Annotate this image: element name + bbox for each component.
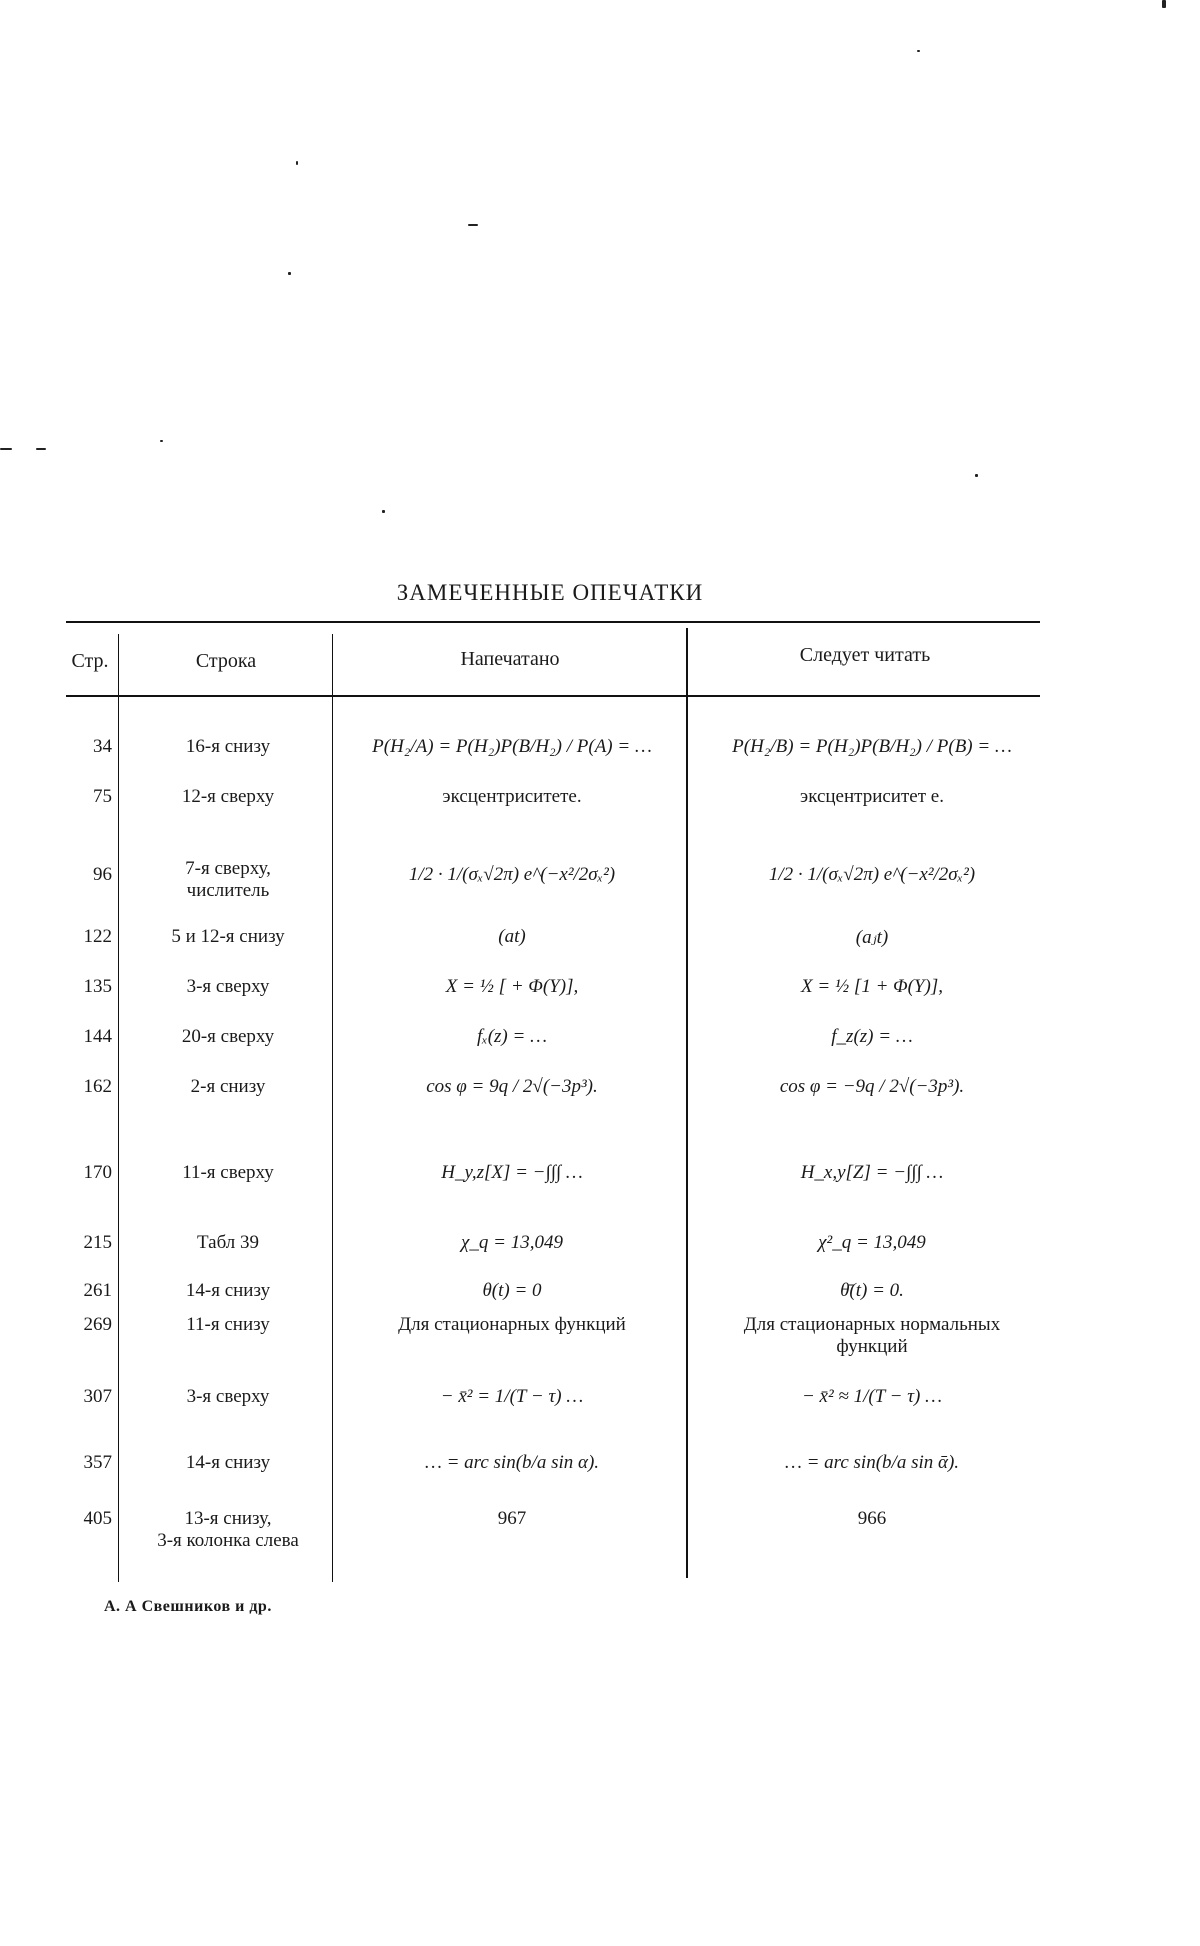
- printed-text: fₓ(z) = …: [477, 1026, 547, 1047]
- scan-speck: [36, 448, 46, 450]
- column-header-read: Следует читать: [799, 644, 931, 666]
- line-reference: [122, 1508, 334, 1552]
- line-reference: 11-я сверху: [182, 1162, 274, 1183]
- line-reference-part: 13-я снизу,: [184, 1508, 272, 1529]
- line-reference: 3-я сверху: [186, 1386, 270, 1407]
- corrected-text: 966: [857, 1508, 887, 1529]
- line-reference-part: числитель: [186, 880, 270, 901]
- footer-signature: А. А Свешников и др.: [104, 1598, 272, 1615]
- scan-speck: [160, 440, 163, 442]
- corrected-text: 1/2 · 1/(σₓ√2π) e^(−x²/2σₓ²): [768, 864, 976, 885]
- printed-text: χ_q = 13,049: [461, 1232, 563, 1253]
- line-reference-part: 3-я колонка слева: [157, 1530, 299, 1551]
- printed-text: эксцентриситете.: [442, 786, 582, 807]
- page-number: 357: [83, 1452, 112, 1473]
- printed-text: θ(t) = 0: [482, 1280, 542, 1301]
- corrected-text: X = ½ [1 + Φ(Y)],: [801, 976, 943, 997]
- scan-speck: [382, 510, 385, 513]
- printed-text: − x̄² = 1/(T − τ) …: [440, 1386, 584, 1407]
- line-reference: 2-я снизу: [190, 1076, 266, 1097]
- corrected-text: [692, 1314, 1052, 1358]
- page-number: 96: [93, 864, 112, 885]
- corrected-text-part: функций: [836, 1336, 908, 1357]
- printed-text: (at): [498, 926, 526, 947]
- line-reference: [122, 858, 334, 902]
- corrected-text: − x̄² ≈ 1/(T − τ) …: [801, 1386, 943, 1407]
- printed-text: H_y,z[X] = −∫∫∫ …: [441, 1162, 583, 1183]
- line-reference: 14-я снизу: [185, 1452, 271, 1473]
- scan-speck: [975, 474, 978, 477]
- corrected-text: cos φ = −9q / 2√(−3p³).: [779, 1076, 965, 1097]
- column-header-page: Стр.: [71, 650, 109, 672]
- line-reference: 5 и 12-я снизу: [171, 926, 285, 947]
- line-reference: 12-я сверху: [181, 786, 275, 807]
- page-title: ЗАМЕЧЕННЫЕ ОПЕЧАТКИ: [396, 580, 704, 605]
- corrected-text: эксцентриситет e.: [800, 786, 944, 807]
- column-divider: [686, 628, 688, 1578]
- page-number: 215: [83, 1232, 112, 1253]
- scan-speck: [468, 224, 478, 226]
- line-reference: 20-я сверху: [181, 1026, 275, 1047]
- page-number: 135: [83, 976, 112, 997]
- table-header-rule: [66, 695, 1040, 697]
- line-reference: 3-я сверху: [186, 976, 270, 997]
- line-reference: Табл 39: [197, 1232, 259, 1253]
- printed-text: 967: [497, 1508, 527, 1529]
- page-number: 170: [83, 1162, 112, 1183]
- printed-text: … = arc sin(b/a sin α).: [424, 1452, 600, 1473]
- column-header-printed: Напечатано: [460, 648, 560, 670]
- printed-text: cos φ = 9q / 2√(−3p³).: [426, 1076, 598, 1097]
- corrected-text: f_z(z) = …: [831, 1026, 913, 1047]
- page-number: 75: [93, 786, 112, 807]
- table-top-rule: [66, 621, 1040, 623]
- corrected-text: θ̄(t) = 0.: [840, 1280, 904, 1301]
- page-number: 144: [83, 1026, 112, 1047]
- scan-speck: [296, 161, 298, 165]
- line-reference-part: 7-я сверху,: [185, 858, 271, 879]
- line-reference: 14-я снизу: [185, 1280, 271, 1301]
- corrected-text: χ²_q = 13,049: [818, 1232, 926, 1253]
- column-divider: [332, 634, 333, 1582]
- page-number: 307: [83, 1386, 112, 1407]
- page-number: 122: [83, 926, 112, 947]
- column-divider: [118, 634, 119, 1582]
- page-number: 269: [83, 1314, 112, 1335]
- line-reference: 11-я снизу: [186, 1314, 270, 1335]
- corrected-text-part: Для стационарных нормальных: [743, 1314, 1001, 1335]
- column-header-line: Строка: [195, 650, 257, 672]
- scan-speck: [288, 272, 291, 275]
- page-number: 162: [83, 1076, 112, 1097]
- corrected-text: H_x,y[Z] = −∫∫∫ …: [800, 1162, 944, 1183]
- page-number: 405: [83, 1508, 112, 1529]
- corrected-text: … = arc sin(b/a sin ᾱ).: [784, 1452, 960, 1473]
- printed-text: X = ½ [ + Φ(Y)],: [445, 976, 579, 997]
- corrected-text: (aⱼt): [855, 927, 889, 948]
- corrected-text: P(H₂/B) = P(H₂)P(B/H₂) / P(B) = …: [732, 736, 1012, 757]
- line-reference: 16-я снизу: [185, 736, 271, 757]
- page-number: 34: [93, 736, 112, 757]
- printed-text: Для стационарных функций: [398, 1314, 626, 1335]
- page-number: 261: [83, 1280, 112, 1301]
- scan-speck: [917, 50, 920, 52]
- printed-text: 1/2 · 1/(σₓ√2π) e^(−x²/2σₓ²): [408, 864, 616, 885]
- scan-speck: [0, 448, 12, 450]
- scan-speck: [1162, 0, 1166, 8]
- printed-text: P(H₂/A) = P(H₂)P(B/H₂) / P(A) = …: [372, 736, 652, 757]
